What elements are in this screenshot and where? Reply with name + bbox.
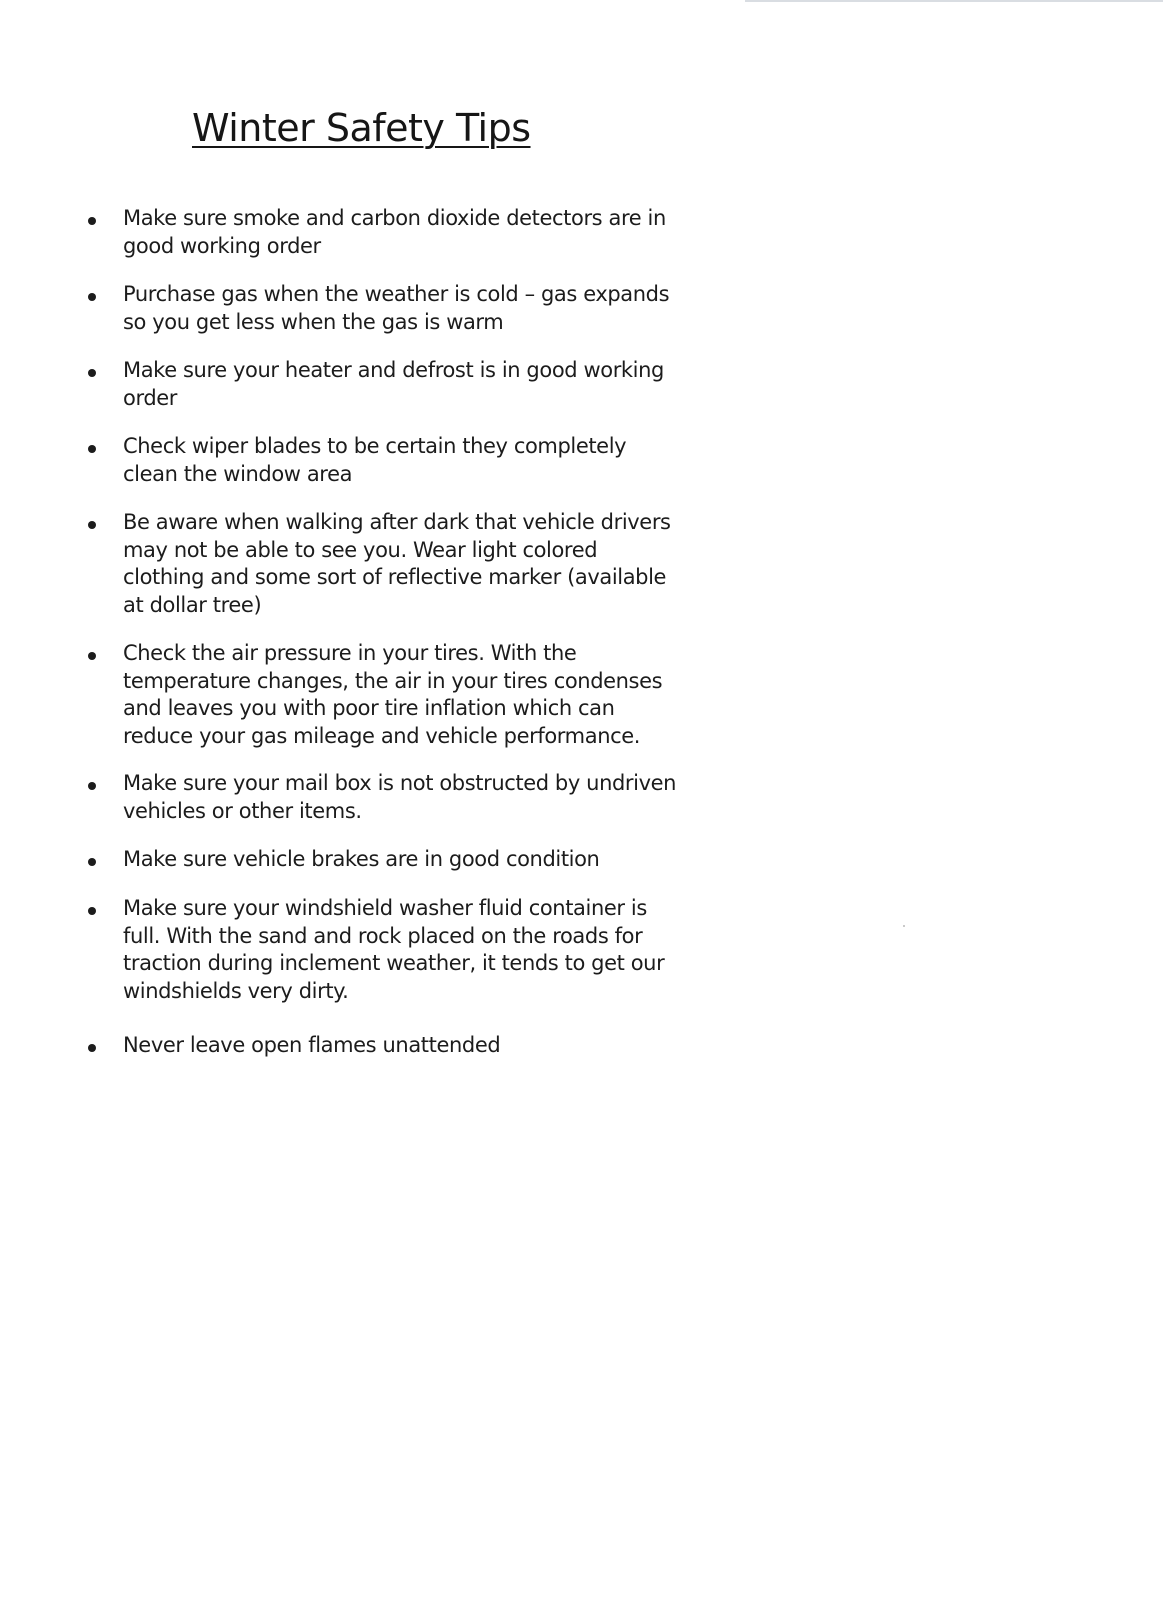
tip-text: Make sure your mail box is not obstructed by undriven vehicles or other items.	[123, 771, 677, 823]
tip-text: Check the air pressure in your tires. With the temperature changes, the air in your tires condenses and leaves you with poor tire inflation which can reduce your gas mileage and vehicle performance.	[123, 641, 663, 748]
tip-text: Never leave open flames unattended	[123, 1033, 501, 1057]
tip-text: Make sure smoke and carbon dioxide detectors are in good working order	[123, 206, 666, 258]
bullet-icon	[88, 369, 96, 377]
bullet-icon	[88, 293, 96, 301]
bullet-icon	[88, 907, 96, 915]
bullet-icon	[88, 217, 96, 225]
tip-text: Be aware when walking after dark that vehicle drivers may not be able to see you. Wear light colored clothing and some sort of reflective marker (available at dollar tree)	[123, 510, 671, 617]
tip-text: Make sure your windshield washer fluid container is full. With the sand and rock placed on the roads for traction during inclement weather, it tends to get our windshields very dirty.	[123, 896, 665, 1003]
page-title: Winter Safety Tips	[192, 106, 531, 150]
tip-text: Check wiper blades to be certain they completely clean the window area	[123, 434, 627, 486]
bullet-icon	[88, 521, 96, 529]
tip-text: Purchase gas when the weather is cold – gas expands so you get less when the gas is warm	[123, 282, 670, 334]
tip-text: Make sure your heater and defrost is in good working order	[123, 358, 664, 410]
bullet-icon	[88, 652, 96, 660]
bullet-icon	[88, 445, 96, 453]
tip-text: Make sure vehicle brakes are in good condition	[123, 847, 600, 871]
scan-speck	[903, 925, 905, 927]
scan-edge-line	[745, 0, 1163, 2]
bullet-icon	[88, 1044, 96, 1052]
bullet-icon	[88, 858, 96, 866]
bullet-icon	[88, 782, 96, 790]
